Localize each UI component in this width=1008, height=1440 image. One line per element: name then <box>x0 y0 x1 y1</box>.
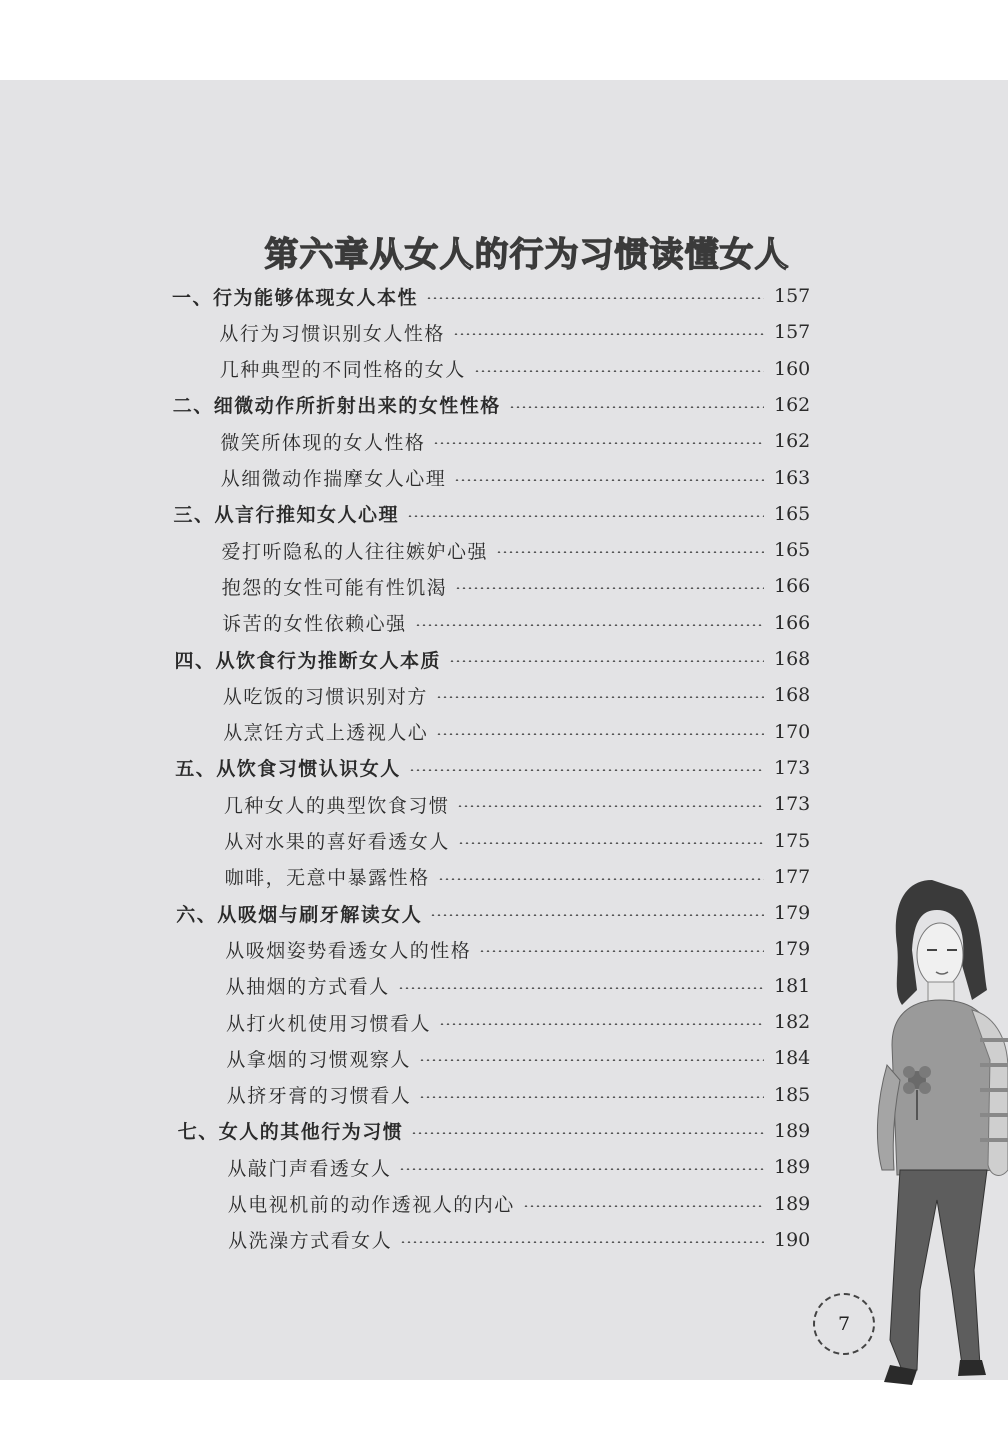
toc-item-entry <box>223 677 820 713</box>
toc-item-entry <box>226 1040 820 1076</box>
toc-leader-dots <box>398 987 764 989</box>
toc-leader-dots <box>419 1059 764 1061</box>
toc-leader-dots <box>400 1241 764 1243</box>
toc-leader-dots <box>436 733 764 735</box>
toc-entry-title: 从挤牙膏的习惯看人 <box>226 1085 412 1108</box>
toc-entry-title: 从敲门声看透女人 <box>227 1157 392 1180</box>
toc-entry-page: 182 <box>774 1011 811 1033</box>
chapter-name: 从女人的行为习惯读懂女人 <box>369 234 790 275</box>
toc-item-entry <box>224 823 820 859</box>
toc-entry-title: 诉苦的女性依赖心强 <box>222 613 407 636</box>
toc-entry-title: 从打火机使用习惯看人 <box>226 1012 432 1035</box>
toc-item-entry <box>226 1004 820 1040</box>
page-number: 7 <box>813 1293 875 1355</box>
toc-entry-page: 181 <box>773 974 811 997</box>
toc-entry-page: 163 <box>774 466 811 489</box>
toc-entry-page: 189 <box>774 1119 811 1142</box>
toc-section-entry <box>176 895 820 931</box>
toc-entry-title: 微笑所体现的女人性格 <box>220 431 426 454</box>
toc-entry-page: 173 <box>774 756 811 779</box>
toc-leader-dots <box>430 914 764 916</box>
toc-entry-page: 165 <box>774 502 811 525</box>
toc-leader-dots <box>457 805 764 807</box>
toc-entry-page: 168 <box>774 648 811 670</box>
toc-entry-title: 从对水果的喜好看透女人 <box>224 831 450 853</box>
toc-section-entry <box>172 278 820 314</box>
toc-leader-dots <box>523 1205 764 1207</box>
toc-leader-dots <box>449 660 764 662</box>
toc-entry-title: 从电视机前的动作透视人的内心 <box>227 1194 515 1216</box>
toc-leader-dots <box>455 587 764 589</box>
toc-entry-title: 二、细微动作所折射出来的女性性格 <box>172 395 501 418</box>
toc-entry-page: 162 <box>774 393 811 416</box>
toc-item-entry <box>225 859 820 895</box>
toc-leader-dots <box>433 442 764 444</box>
toc-entry-page: 189 <box>773 1156 811 1179</box>
toc-item-entry <box>222 568 820 604</box>
toc-entry-page: 179 <box>773 938 811 961</box>
toc-entry-title: 四、从饮食行为推断女人本质 <box>174 649 442 672</box>
toc-entry-title: 爱打听隐私的人往往嫉妒心强 <box>221 540 488 563</box>
toc-section-entry <box>175 641 821 677</box>
toc-entry-title: 从行为习惯识别女人性格 <box>219 322 445 345</box>
toc-item-entry <box>222 605 820 641</box>
toc-leader-dots <box>415 624 764 626</box>
toc-leader-dots <box>419 1096 764 1098</box>
toc-entry-title: 几种典型的不同性格的女人 <box>219 359 466 382</box>
toc-item-entry <box>220 351 820 387</box>
toc-section-entry <box>175 750 820 786</box>
toc-entry-title: 从拿烟的习惯观察人 <box>226 1048 411 1071</box>
toc-entry-title: 几种女人的典型饮食习惯 <box>223 794 450 817</box>
woman-figure-icon <box>862 870 1008 1390</box>
toc-section-entry <box>178 1113 820 1149</box>
toc-item-entry <box>227 1077 820 1113</box>
toc-item-entry <box>227 1149 820 1185</box>
toc-item-entry <box>224 786 820 822</box>
toc-entry-title: 抱怨的女性可能有性饥渴 <box>221 576 448 599</box>
toc-entry-title: 咖啡，无意中暴露性格 <box>224 867 430 890</box>
toc-entry-page: 184 <box>773 1047 811 1070</box>
toc-item-entry <box>226 968 820 1004</box>
toc-entry-title: 从细微动作揣摩女人心理 <box>220 468 447 490</box>
toc-item-entry <box>221 532 820 568</box>
toc-leader-dots <box>399 1168 764 1170</box>
book-page <box>0 80 1008 1380</box>
toc-entry-page: 165 <box>773 539 811 562</box>
toc-item-entry <box>228 1186 820 1222</box>
toc-leader-dots <box>474 370 764 372</box>
toc-entry-title: 从洗澡方式看女人 <box>228 1230 393 1253</box>
chapter-number: 第六章 <box>264 234 370 275</box>
toc-entry-title: 从抽烟的方式看人 <box>225 976 390 999</box>
toc-entry-page: 168 <box>773 684 811 707</box>
toc-leader-dots <box>439 1023 764 1025</box>
toc-entry-page: 166 <box>773 575 811 598</box>
toc-entry-page: 170 <box>773 720 811 743</box>
toc-entry-title: 从吸烟姿势看透女人的性格 <box>225 939 472 962</box>
toc-leader-dots <box>426 297 764 299</box>
toc-leader-dots <box>454 479 764 481</box>
toc-entry-page: 190 <box>773 1228 811 1251</box>
toc-leader-dots <box>479 950 764 952</box>
toc-entry-page: 185 <box>773 1083 811 1106</box>
toc-entry-page: 189 <box>774 1192 811 1215</box>
toc-leader-dots <box>407 515 764 517</box>
toc-leader-dots <box>436 696 764 698</box>
toc-entry-title: 五、从饮食习惯认识女人 <box>175 758 401 781</box>
toc-entry-page: 160 <box>773 357 811 380</box>
toc-leader-dots <box>409 769 764 771</box>
toc-entry-page: 173 <box>773 793 811 816</box>
toc-leader-dots <box>411 1132 764 1134</box>
toc-item-entry <box>225 931 820 967</box>
toc-section-entry <box>173 387 820 423</box>
toc-item-entry <box>220 423 820 459</box>
toc-entry-page: 175 <box>774 829 811 852</box>
toc-entry-page: 177 <box>773 865 811 888</box>
toc-entry-title: 三、从言行推知女人心理 <box>173 504 400 527</box>
toc-entry-page: 162 <box>773 430 811 453</box>
toc-leader-dots <box>438 878 764 880</box>
toc-item-entry <box>219 314 820 350</box>
toc-section-entry <box>174 496 821 532</box>
toc-entry-page: 157 <box>773 321 811 344</box>
toc-leader-dots <box>453 333 764 335</box>
toc-entry-page: 157 <box>774 285 811 307</box>
toc-item-entry <box>223 714 820 750</box>
toc-item-entry <box>221 460 820 496</box>
toc-entry-page: 166 <box>773 611 811 634</box>
toc-leader-dots <box>458 842 764 844</box>
toc-entry-title: 七、女人的其他行为习惯 <box>177 1121 404 1144</box>
table-of-contents <box>0 80 1008 1380</box>
toc-leader-dots <box>509 406 764 408</box>
toc-leader-dots <box>496 551 764 553</box>
toc-entry-title: 六、从吸烟与刷牙解读女人 <box>176 903 423 926</box>
toc-entry-title: 从吃饭的习惯识别对方 <box>222 685 428 708</box>
toc-entry-page: 179 <box>774 902 811 925</box>
toc-item-entry <box>228 1222 820 1258</box>
toc-entry-title: 从烹饪方式上透视人心 <box>223 722 429 745</box>
toc-entry-title: 一、行为能够体现女人本性 <box>172 286 419 309</box>
